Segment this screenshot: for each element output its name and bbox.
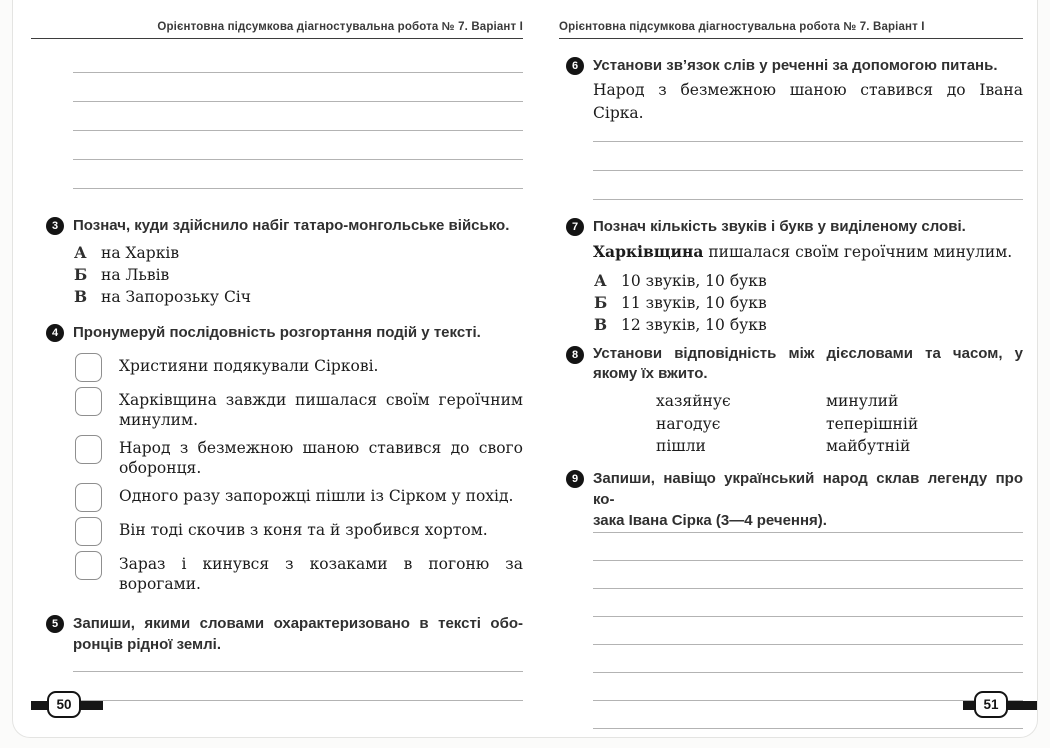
question-6-number: 6 bbox=[566, 57, 584, 75]
question-3-body bbox=[73, 215, 523, 308]
page-number-left: 50 bbox=[47, 691, 81, 718]
option-row[interactable] bbox=[74, 286, 523, 308]
sequence-item bbox=[75, 387, 523, 430]
verbs-column bbox=[656, 390, 826, 458]
sequence-item-text: Харківщина завжди пишалася своїм героїчним минулим. bbox=[119, 391, 523, 429]
answer-line[interactable] bbox=[593, 533, 1023, 561]
question-5-prompt-line1: Запиши, якими словами охарактеризовано в тексті обо- bbox=[73, 615, 523, 632]
option-text: 10 звуків, 10 букв bbox=[621, 272, 767, 290]
highlighted-word: Харківщина bbox=[593, 242, 704, 261]
question-8 bbox=[559, 344, 1023, 458]
page-left bbox=[31, 0, 523, 701]
question-7-sentence bbox=[593, 240, 1023, 264]
answer-line[interactable] bbox=[593, 589, 1023, 617]
question-4-number: 4 bbox=[46, 324, 64, 342]
question-7-options bbox=[594, 270, 1023, 336]
question-7 bbox=[559, 216, 1023, 336]
answer-line[interactable] bbox=[73, 44, 523, 73]
tense-item[interactable]: майбутній bbox=[826, 437, 911, 455]
sequence-item bbox=[75, 551, 523, 594]
option-letter: В bbox=[594, 315, 608, 334]
question-3 bbox=[31, 215, 523, 308]
sequence-item bbox=[75, 435, 523, 478]
question-7-body bbox=[593, 216, 1023, 336]
tense-item[interactable]: теперішній bbox=[826, 414, 919, 433]
question-8-number: 8 bbox=[566, 346, 584, 364]
option-letter: А bbox=[594, 271, 607, 290]
answer-line[interactable] bbox=[593, 645, 1023, 673]
question-9-prompt-line1: Запиши, навіщо український народ склав легенду про ко- bbox=[593, 469, 1023, 508]
question-9-body bbox=[593, 468, 1023, 729]
answer-line[interactable] bbox=[593, 617, 1023, 645]
answer-line[interactable] bbox=[73, 672, 523, 701]
question-5-prompt-line2: ронців рідної землі. bbox=[73, 636, 221, 653]
option-row[interactable] bbox=[74, 242, 523, 264]
question-7-prompt: Познач кількість звуків і букв у виділеному слові. bbox=[593, 218, 966, 235]
answer-lines-carryover bbox=[73, 44, 523, 189]
question-3-prompt: Познач, куди здійснило набіг татаро-монгольське військо. bbox=[73, 217, 510, 234]
question-9-answer-lines bbox=[593, 505, 1023, 729]
answer-line[interactable] bbox=[73, 73, 523, 102]
sequence-item-text: Одного разу запорожці пішли із Сірком у похід. bbox=[119, 487, 514, 505]
answer-line[interactable] bbox=[593, 113, 1023, 142]
sequence-item-text: Він тоді скочив з коня та й зробився хортом. bbox=[119, 521, 488, 539]
question-8-matching bbox=[656, 390, 1023, 458]
option-row[interactable] bbox=[74, 264, 523, 286]
question-7-number: 7 bbox=[566, 218, 584, 236]
question-6-body bbox=[593, 55, 1023, 200]
sequence-item bbox=[75, 483, 523, 512]
answer-line[interactable] bbox=[593, 701, 1023, 729]
question-5-number: 5 bbox=[46, 615, 64, 633]
question-9-number: 9 bbox=[566, 470, 584, 488]
answer-line[interactable] bbox=[73, 160, 523, 189]
option-row[interactable] bbox=[594, 292, 1023, 314]
sequence-number-box[interactable] bbox=[75, 435, 102, 464]
page-left-header bbox=[31, 0, 523, 39]
page-right bbox=[559, 0, 1023, 729]
sequence-number-box[interactable] bbox=[75, 483, 102, 512]
sequence-number-box[interactable] bbox=[75, 353, 102, 382]
question-5-body bbox=[73, 613, 523, 701]
sequence-item-text: Християни подякували Сіркові. bbox=[119, 357, 379, 375]
question-4-prompt: Пронумеруй послідовність розгортання подій у тексті. bbox=[73, 324, 481, 341]
verb-item[interactable]: нагодує bbox=[656, 414, 721, 433]
question-9 bbox=[559, 468, 1023, 729]
option-text: на Запорозьку Січ bbox=[101, 288, 252, 306]
option-letter: А bbox=[74, 243, 87, 262]
answer-line[interactable] bbox=[593, 142, 1023, 171]
sequence-number-box[interactable] bbox=[75, 551, 102, 580]
answer-line[interactable] bbox=[593, 171, 1023, 200]
tense-item[interactable]: минулий bbox=[826, 392, 899, 410]
answer-line[interactable] bbox=[593, 673, 1023, 701]
page-number-right: 51 bbox=[974, 691, 1008, 718]
option-row[interactable] bbox=[594, 270, 1023, 292]
tenses-column bbox=[826, 390, 918, 458]
option-text: на Харків bbox=[101, 244, 180, 262]
option-text: на Львів bbox=[101, 266, 170, 284]
question-6-sentence: Народ з безмежною шаною ставився до Івана Сірка. bbox=[593, 81, 1023, 122]
running-title: Орієнтовна підсумкова діагностувальна робота № 7. Варіант I bbox=[157, 21, 523, 33]
question-3-number: 3 bbox=[46, 217, 64, 235]
question-8-body bbox=[593, 344, 1023, 458]
option-letter: В bbox=[74, 287, 88, 306]
workbook-spread bbox=[12, 0, 1038, 738]
option-text: 12 звуків, 10 букв bbox=[621, 316, 767, 334]
sequence-number-box[interactable] bbox=[75, 517, 102, 546]
sequence-item bbox=[75, 517, 523, 546]
answer-line[interactable] bbox=[73, 131, 523, 160]
question-4-body bbox=[73, 322, 523, 599]
verb-item[interactable]: хазяйнує bbox=[656, 392, 731, 410]
sequence-item bbox=[75, 353, 523, 382]
option-row[interactable] bbox=[594, 314, 1023, 336]
running-title: Орієнтовна підсумкова діагностувальна робота № 7. Варіант I bbox=[559, 21, 925, 33]
question-6-prompt: Установи зв’язок слів у реченні за допомогою питань. bbox=[593, 57, 998, 74]
question-3-options bbox=[74, 242, 523, 308]
page-right-header bbox=[559, 0, 1023, 39]
question-4 bbox=[31, 322, 523, 599]
option-letter: Б bbox=[74, 265, 88, 284]
sequence-item-text: Народ з безмежною шаною ставився до свого оборонця. bbox=[119, 439, 523, 477]
option-letter: Б bbox=[594, 293, 608, 312]
question-8-prompt: Установи відповідність між дієсловами та часом, у якому їх вжито. bbox=[593, 345, 1023, 382]
option-text: 11 звуків, 10 букв bbox=[621, 294, 767, 312]
answer-line[interactable] bbox=[73, 102, 523, 131]
question-9-prompt-line2: зака Івана Сірка (3—4 речення). bbox=[593, 511, 827, 529]
sequence-number-box[interactable] bbox=[75, 387, 102, 416]
question-5 bbox=[31, 613, 523, 701]
verb-item[interactable]: пішли bbox=[656, 437, 706, 455]
sequence-item-text: Зараз і кинувся з козаками в погоню за ворогами. bbox=[119, 555, 523, 593]
answer-line[interactable] bbox=[593, 561, 1023, 589]
question-6 bbox=[559, 55, 1023, 200]
sentence-rest: пишалася своїм героїчним минулим. bbox=[703, 243, 1013, 261]
question-6-answer-lines bbox=[593, 113, 1023, 200]
question-4-sequence bbox=[75, 353, 523, 594]
